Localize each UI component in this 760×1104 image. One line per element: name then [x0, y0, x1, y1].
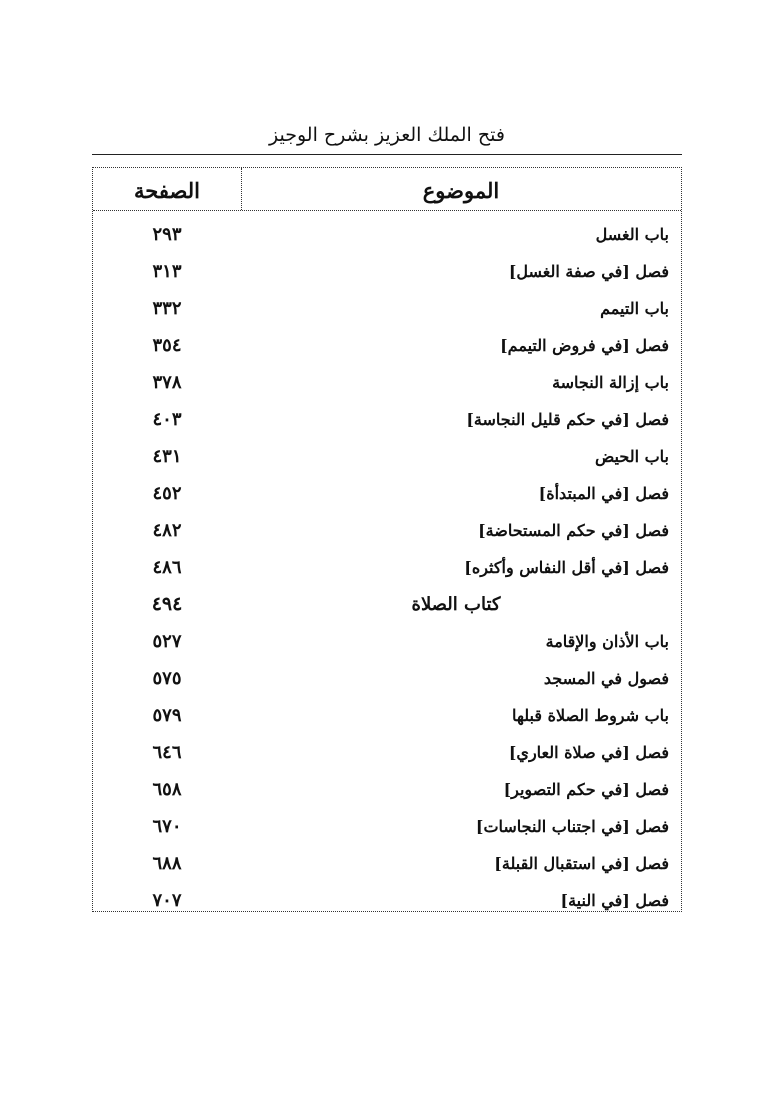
table-row — [93, 808, 681, 845]
page-number: ٤٥٢ — [152, 483, 182, 504]
table-row — [93, 549, 681, 586]
topic-title: فصل [في استقبال القبلة] — [494, 854, 669, 873]
page-column-header: الصفحة — [134, 178, 200, 203]
page-number: ٦٧٠ — [152, 816, 182, 837]
page-number: ٣٧٨ — [152, 372, 182, 393]
page-number: ٣٥٤ — [152, 335, 182, 356]
topic-title: باب الغسل — [595, 225, 669, 244]
topic-title: باب شروط الصلاة قبلها — [511, 706, 669, 725]
topic-title: باب التيمم — [600, 299, 669, 318]
topic-title: باب الأذان والإقامة — [545, 632, 669, 651]
table-row — [93, 882, 681, 919]
running-head: فتح الملك العزيز بشرح الوجيز — [269, 124, 505, 146]
topic-title: فصل [في أقل النفاس وأكثره] — [464, 558, 669, 577]
topic-title: فصول في المسجد — [543, 669, 669, 688]
page-number: ٥٢٧ — [152, 631, 182, 652]
page-number: ٤٨٦ — [152, 557, 182, 578]
page-number: ٣١٣ — [152, 261, 182, 282]
table-row — [93, 845, 681, 882]
header-rule — [92, 154, 682, 155]
table-row — [93, 512, 681, 549]
table-row — [93, 771, 681, 808]
page-number: ٥٧٩ — [152, 705, 182, 726]
table-row — [93, 734, 681, 771]
page-number: ٢٩٣ — [152, 224, 182, 245]
table-body — [93, 216, 681, 919]
table-row — [93, 401, 681, 438]
topic-title: فصل [في المبتدأة] — [538, 484, 669, 503]
topic-title: فصل [في حكم المستحاضة] — [478, 521, 669, 540]
page-number: ٦٤٦ — [152, 742, 182, 763]
table-header — [93, 168, 681, 211]
page-number: ٤٠٣ — [152, 409, 182, 430]
page-number: ٤٣١ — [152, 446, 182, 467]
table-row — [93, 475, 681, 512]
topic-title: فصل [في حكم التصوير] — [503, 780, 669, 799]
topic-title: فصل [في فروض التيمم] — [500, 336, 669, 355]
topic-title: فصل [في اجتناب النجاسات] — [475, 817, 669, 836]
topic-column-header: الموضوع — [422, 178, 500, 203]
column-divider — [241, 168, 242, 210]
book-title: كتاب الصلاة — [411, 594, 501, 615]
table-row — [93, 216, 681, 253]
page-number: ٤٩٤ — [151, 593, 183, 615]
table-row — [93, 253, 681, 290]
topic-title: فصل [في صفة الغسل] — [508, 262, 669, 281]
table-row — [93, 623, 681, 660]
table-row-book-heading — [93, 586, 681, 623]
page-number: ٣٣٢ — [152, 298, 182, 319]
table-row — [93, 438, 681, 475]
topic-title: باب إزالة النجاسة — [552, 373, 669, 392]
table-row — [93, 697, 681, 734]
topic-title: فصل [في صلاة العاري] — [508, 743, 669, 762]
contents-table — [92, 167, 682, 912]
page-number: ٦٥٨ — [152, 779, 182, 800]
topic-title: باب الحيض — [594, 447, 669, 466]
topic-title: فصل [في حكم قليل النجاسة] — [466, 410, 669, 429]
table-row — [93, 364, 681, 401]
table-row — [93, 290, 681, 327]
page-number: ٥٧٥ — [152, 668, 182, 689]
topic-title: فصل [في النية] — [560, 891, 669, 910]
page-number: ٤٨٢ — [152, 520, 182, 541]
table-row — [93, 327, 681, 364]
table-row — [93, 660, 681, 697]
page-number: ٧٠٧ — [152, 890, 182, 911]
page-number: ٦٨٨ — [152, 853, 182, 874]
